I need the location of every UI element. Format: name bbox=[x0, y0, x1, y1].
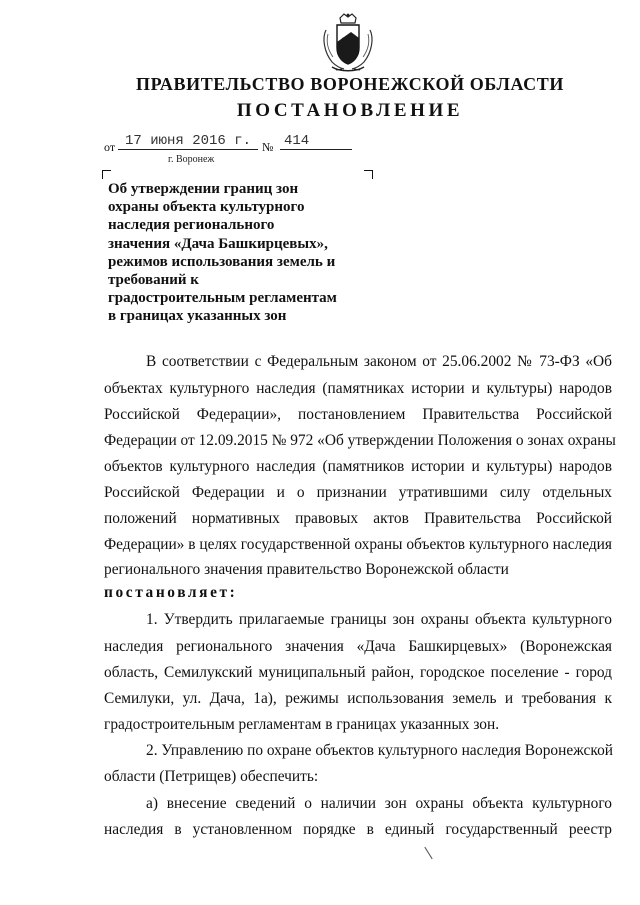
document-date: 17 июня 2016 г. bbox=[118, 134, 258, 150]
preamble-line: Федерации от 12.09.2015 № 972 «Об утверждении Положения о зонах охраны bbox=[104, 432, 616, 449]
subject-line: значения «Дача Башкирцевых», bbox=[108, 235, 328, 252]
subject-line: охраны объекта культурного bbox=[108, 199, 305, 216]
decree-word: постановляет: bbox=[104, 584, 238, 601]
subject-line: градостроительным регламентам bbox=[108, 290, 337, 307]
subject-line: Об утверждении границ зон bbox=[108, 181, 299, 197]
item1-line: Семилуки, ул. Дача, 1а), режимы использования земель и требования к bbox=[104, 690, 612, 707]
item1-line: 1. Утвердить прилагаемые границы зон охраны объекта культурного bbox=[146, 611, 612, 628]
document-subject bbox=[108, 180, 368, 326]
subject-line: режимов использования земель и bbox=[108, 253, 336, 270]
item2a-line: наследия в установленном порядке в единый государственный реестр bbox=[104, 821, 612, 838]
document-number: 414 bbox=[280, 134, 352, 150]
scan-artifact bbox=[424, 847, 432, 859]
item1-line: область, Семилукский муниципальный район, городское поселение - город bbox=[104, 664, 612, 681]
subject-corner-left bbox=[102, 170, 111, 179]
subject-corner-right bbox=[364, 170, 373, 179]
item1-line: градостроительным регламентам в границах указанных зон. bbox=[104, 716, 500, 733]
document-type-title: ПОСТАНОВЛЕНИЕ bbox=[236, 100, 464, 121]
preamble-line: объектах культурного наследия (памятниках истории и культуры) народов bbox=[104, 380, 612, 397]
preamble-line: В соответствии с Федеральным законом от 25.06.2002 № 73-ФЗ «Об bbox=[146, 353, 612, 370]
coat-of-arms-icon bbox=[318, 12, 378, 74]
subject-line: требований к bbox=[108, 272, 199, 289]
preamble-line: объектов культурного наследия (памятников истории и культуры) народов bbox=[104, 458, 612, 475]
number-label: № bbox=[262, 140, 274, 154]
preamble-line: Российской Федерации и о признании утратившими силу отдельных bbox=[104, 484, 612, 501]
item2a-line: а) внесение сведений о наличии зон охраны объекта культурного bbox=[146, 795, 612, 812]
preamble-line: Российской Федерации», постановлением Правительства Российской bbox=[104, 406, 612, 423]
item2-line: области (Петрищев) обеспечить: bbox=[104, 768, 319, 785]
preamble-line: Федерации» в целях государственной охраны объектов культурного наследия bbox=[104, 536, 612, 553]
preamble-line: положений нормативных правовых актов Правительства Российской bbox=[104, 510, 612, 527]
subject-line: в границах указанных зон bbox=[108, 308, 287, 325]
item1-line: наследия регионального значения «Дача Башкирцевых» (Воронежская bbox=[104, 638, 612, 655]
preamble-line: регионального значения правительство Воронежской области bbox=[104, 561, 509, 578]
date-from-label: от bbox=[104, 140, 116, 154]
organization-name: ПРАВИТЕЛЬСТВО ВОРОНЕЖСКОЙ ОБЛАСТИ bbox=[136, 74, 564, 94]
item2-line: 2. Управлению по охране объектов культурного наследия Воронежской bbox=[146, 742, 613, 759]
city-name: г. Воронеж bbox=[168, 154, 215, 165]
subject-line: наследия регионального bbox=[108, 217, 275, 234]
